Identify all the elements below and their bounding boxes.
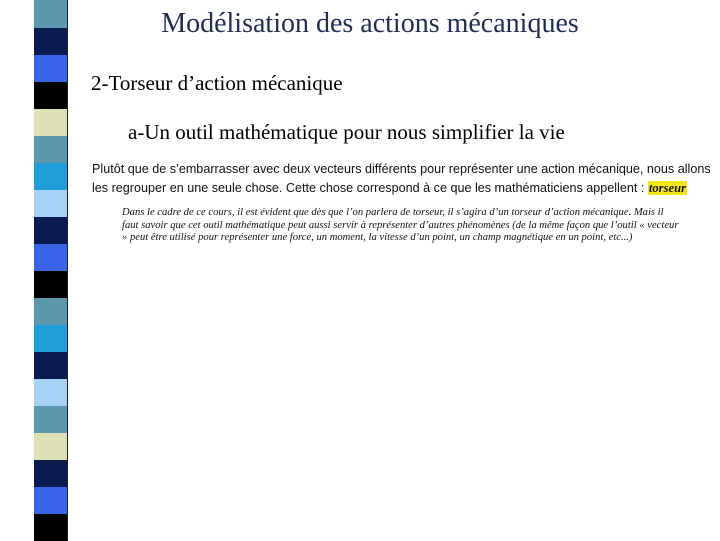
stripe-block bbox=[34, 432, 68, 460]
stripe-block bbox=[34, 270, 68, 298]
stripe-block bbox=[34, 189, 68, 217]
stripe-block bbox=[34, 405, 68, 433]
stripe-block bbox=[34, 297, 68, 325]
stripe-block bbox=[34, 378, 68, 406]
stripe-block bbox=[34, 243, 68, 271]
stripe-block bbox=[34, 162, 68, 190]
stripe-block bbox=[34, 459, 68, 487]
stripe-block bbox=[34, 135, 68, 163]
stripe-block bbox=[34, 513, 68, 541]
stripe-block bbox=[34, 486, 68, 514]
stripe-block bbox=[34, 351, 68, 379]
subsection-heading: a-Un outil mathématique pour nous simplifier la vie bbox=[128, 120, 565, 144]
slide-title: Modélisation des actions mécaniques bbox=[161, 8, 579, 39]
section-heading: 2-Torseur d’action mécanique bbox=[91, 71, 343, 95]
main-paragraph bbox=[92, 160, 714, 198]
italic-note: Dans le cadre de ce cours, il est évident que dès que l’on parlera de torseur, il s’agira d’un torseur d’action mécanique. Mais il faut savoir que cet outil mathématique peut aussi servir à représenter d’autres phénomènes (de la même façon que l’outil « vecteur » peut être utilisé pour représenter une force, un moment, la vitesse d’un point, un champ magnétique en un point, etc...) bbox=[122, 207, 679, 243]
highlighted-term: torseur bbox=[648, 181, 686, 195]
decorative-stripe bbox=[34, 0, 68, 540]
stripe-block bbox=[34, 216, 68, 244]
stripe-block bbox=[34, 324, 68, 352]
stripe-block bbox=[34, 81, 68, 109]
stripe-block bbox=[34, 108, 68, 136]
main-paragraph-text: Plutôt que de s’embarrasser avec deux vecteurs différents pour représenter une action mécanique, nous allons les regrouper en une seule chose. Cette chose correspond à ce que les mathématiciens appellent : bbox=[92, 162, 711, 195]
stripe-block bbox=[34, 54, 68, 82]
